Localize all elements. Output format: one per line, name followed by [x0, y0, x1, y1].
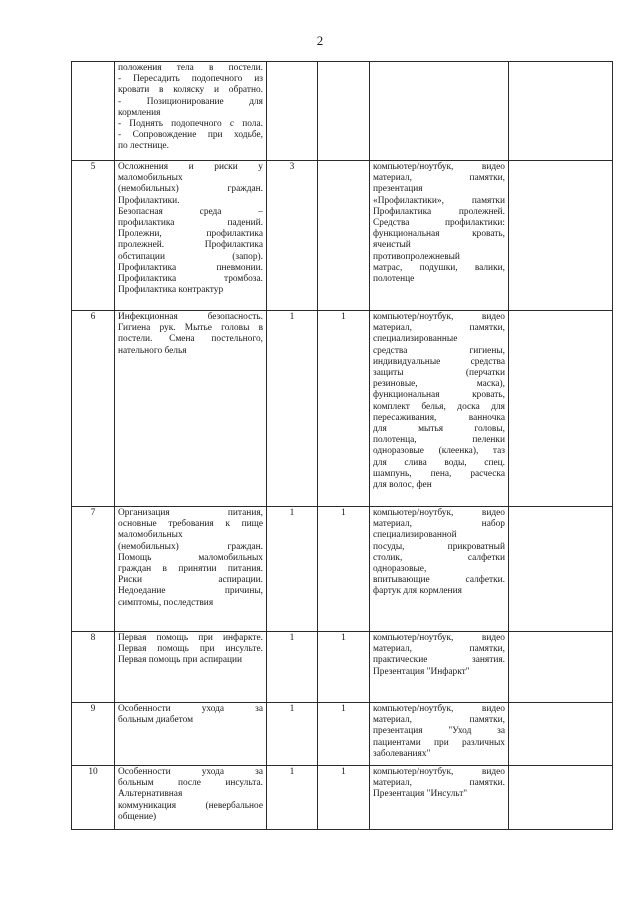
hours-theory-cell: 1 [267, 311, 318, 507]
equipment-line: компьютер/ноутбук, видео [373, 704, 505, 714]
equipment-line: пересаживания, ванночка [373, 412, 505, 423]
table-row [72, 62, 613, 161]
equipment-line: полотенце [373, 274, 415, 285]
topic-line: кормления [118, 107, 161, 118]
hours-theory-cell: 3 [267, 161, 318, 311]
equipment-line: для волос, фен [373, 480, 432, 491]
equipment-line: комплект белья, доска для [373, 401, 505, 412]
equipment-line: посуды, прикроватный [373, 541, 505, 552]
hours-theory-cell: 1 [267, 703, 318, 766]
topic-line: (немобильных) граждан. [118, 184, 263, 195]
topic-line: (немобильных) граждан. [118, 541, 263, 552]
hours-practice-cell: 1 [318, 766, 370, 830]
equipment-line: практические занятия. [373, 655, 505, 666]
hours-practice-cell [318, 62, 370, 161]
note-cell [509, 161, 613, 311]
topic-line: основные требования к пище [118, 519, 263, 530]
topic-line: профилактика падений. [118, 218, 263, 229]
topic-line: кровати в коляску и обратно. [118, 85, 263, 96]
topic-line: Профилактика пневмонии. [118, 262, 263, 273]
topic-cell [115, 161, 267, 311]
equipment-line: компьютер/ноутбук, видео [373, 312, 505, 322]
topic-cell [115, 311, 267, 507]
topic-line: постели. Смена постельного, [118, 334, 263, 345]
row-number-cell: 8 [72, 632, 115, 703]
row-number-cell: 7 [72, 507, 115, 632]
topic-line: - Сопровождение при ходьбе, [118, 130, 263, 141]
topic-line: Пролежни, профилактика [118, 229, 263, 240]
equipment-line: столик, салфетки [373, 552, 505, 563]
equipment-line: функциональная кровать, [373, 229, 505, 240]
hours-practice-cell: 1 [318, 507, 370, 632]
equipment-line: Презентация "Инфаркт" [373, 666, 470, 677]
note-cell [509, 766, 613, 830]
topic-line: пролежней. Профилактика [118, 240, 263, 251]
equipment-line: компьютер/ноутбук, видео [373, 767, 505, 777]
row-number-cell: 5 [72, 161, 115, 311]
equipment-line: компьютер/ноутбук, видео [373, 162, 505, 172]
hours-practice-cell: 1 [318, 311, 370, 507]
topic-line: Профилактика контрактур [118, 285, 224, 296]
hours-theory-cell: 1 [267, 632, 318, 703]
equipment-line: компьютер/ноутбук, видео [373, 633, 505, 643]
equipment-line: специализированной [373, 530, 457, 541]
topic-line: Организация питания, [118, 508, 263, 518]
note-cell [509, 62, 613, 161]
topic-line: Особенности ухода за [118, 704, 263, 714]
topic-line: маломобильных [118, 173, 183, 184]
topic-line: Особенности ухода за [118, 767, 263, 777]
equipment-line: для слива воды, спец. [373, 457, 505, 468]
topic-line: граждан в принятии питания. [118, 564, 263, 575]
topic-line: Профилактика тромбоза. [118, 274, 263, 285]
topic-line: Альтернативная [118, 789, 183, 800]
equipment-line: матрас, подушки, валики, [373, 262, 505, 273]
note-cell [509, 703, 613, 766]
equipment-line: одноразовые (клеенка), таз [373, 446, 505, 457]
equipment-line: «Профилактики», памятки [373, 195, 505, 206]
hours-theory-cell: 1 [267, 766, 318, 830]
topic-line: Осложнения и риски у [118, 162, 263, 172]
equipment-line: защиты (перчатки [373, 368, 505, 379]
equipment-line: материал, набор [373, 519, 505, 530]
equipment-cell [370, 766, 509, 830]
table-row [72, 632, 613, 703]
equipment-line: впитывающие салфетки. [373, 575, 505, 586]
topic-line: общение) [118, 811, 157, 822]
equipment-line: противопролежневый [373, 251, 460, 262]
table-row [72, 311, 613, 507]
note-cell [509, 311, 613, 507]
topic-line: Инфекционная безопасность. [118, 312, 263, 322]
equipment-line: компьютер/ноутбук, видео [373, 508, 505, 518]
table-row [72, 766, 613, 830]
hours-practice-cell: 1 [318, 632, 370, 703]
equipment-line: фартук для кормления [373, 586, 462, 597]
equipment-line: материал, памятки, [373, 323, 505, 334]
row-number-cell [72, 62, 115, 161]
equipment-line: шампунь, пена, расческа [373, 468, 505, 479]
equipment-cell [370, 311, 509, 507]
topic-line: по лестнице. [118, 141, 169, 152]
equipment-line: презентация [373, 184, 423, 195]
topic-line: Первая помощь при инфаркте. [118, 633, 263, 643]
equipment-line: материал, памятки, [373, 644, 505, 655]
topic-line: Первая помощь при инсульте. [118, 644, 263, 655]
topic-line: коммуникация (невербальное [118, 800, 263, 811]
equipment-line: средства гигиены, [373, 345, 505, 356]
hours-theory-cell [267, 62, 318, 161]
equipment-cell [370, 62, 509, 161]
equipment-line: резиновые, маска), [373, 379, 505, 390]
topic-line: симптомы, последствия [118, 597, 214, 608]
topic-line: Первая помощь при аспирации [118, 655, 243, 666]
equipment-line: Профилактика пролежней. [373, 206, 505, 217]
row-number-cell: 9 [72, 703, 115, 766]
topic-line: Риски аспирации. [118, 575, 263, 586]
table-row [72, 507, 613, 632]
topic-line: Безопасная среда – [118, 206, 263, 217]
topic-line: положения тела в постели. [118, 63, 263, 73]
note-cell [509, 507, 613, 632]
row-number-cell: 10 [72, 766, 115, 830]
equipment-line: индивидуальные средства [373, 356, 505, 367]
topic-line: обстипации (запор). [118, 251, 263, 262]
topic-cell [115, 766, 267, 830]
equipment-line: функциональная кровать, [373, 390, 505, 401]
topic-line: - Пересадить подопечного из [118, 74, 263, 85]
equipment-line: Средства профилактики: [373, 218, 505, 229]
topic-cell [115, 507, 267, 632]
hours-theory-cell: 1 [267, 507, 318, 632]
equipment-cell [370, 632, 509, 703]
note-cell [509, 632, 613, 703]
hours-practice-cell: 1 [318, 703, 370, 766]
hours-practice-cell [318, 161, 370, 311]
topic-cell [115, 632, 267, 703]
equipment-line: материал, памятки, [373, 715, 505, 726]
equipment-line: для мытья головы, [373, 424, 505, 435]
topic-cell [115, 62, 267, 161]
curriculum-table [71, 61, 613, 830]
equipment-line: специализированные [373, 334, 458, 345]
equipment-line: заболеваниях" [373, 748, 431, 759]
topic-line: больным после инсульта. [118, 778, 263, 789]
topic-line: - Поднять подопечного с пола. [118, 119, 263, 130]
topic-line: Гигиена рук. Мытье головы в [118, 323, 263, 334]
topic-cell [115, 703, 267, 766]
topic-line: - Позиционирование для [118, 96, 263, 107]
topic-line: Недоедание причины, [118, 586, 263, 597]
topic-line: Профилактики. [118, 195, 180, 206]
topic-line: больным диабетом [118, 715, 194, 726]
equipment-cell [370, 703, 509, 766]
equipment-cell [370, 507, 509, 632]
equipment-line: презентация "Уход за [373, 726, 505, 737]
table-row [72, 703, 613, 766]
equipment-line: полотенца, пеленки [373, 435, 505, 446]
table-row [72, 161, 613, 311]
equipment-line: пациентами при различных [373, 737, 505, 748]
equipment-line: одноразовые, [373, 564, 427, 575]
page-number: 2 [316, 33, 324, 48]
row-number-cell: 6 [72, 311, 115, 507]
equipment-line: Презентация "Инсульт" [373, 789, 468, 800]
equipment-line: ячеистый [373, 240, 411, 251]
topic-line: нательного белья [118, 345, 187, 356]
equipment-line: материал, памятки, [373, 173, 505, 184]
equipment-cell [370, 161, 509, 311]
topic-line: маломобильных [118, 530, 183, 541]
topic-line: Помощь маломобильных [118, 552, 263, 563]
equipment-line: материал, памятки. [373, 778, 505, 789]
